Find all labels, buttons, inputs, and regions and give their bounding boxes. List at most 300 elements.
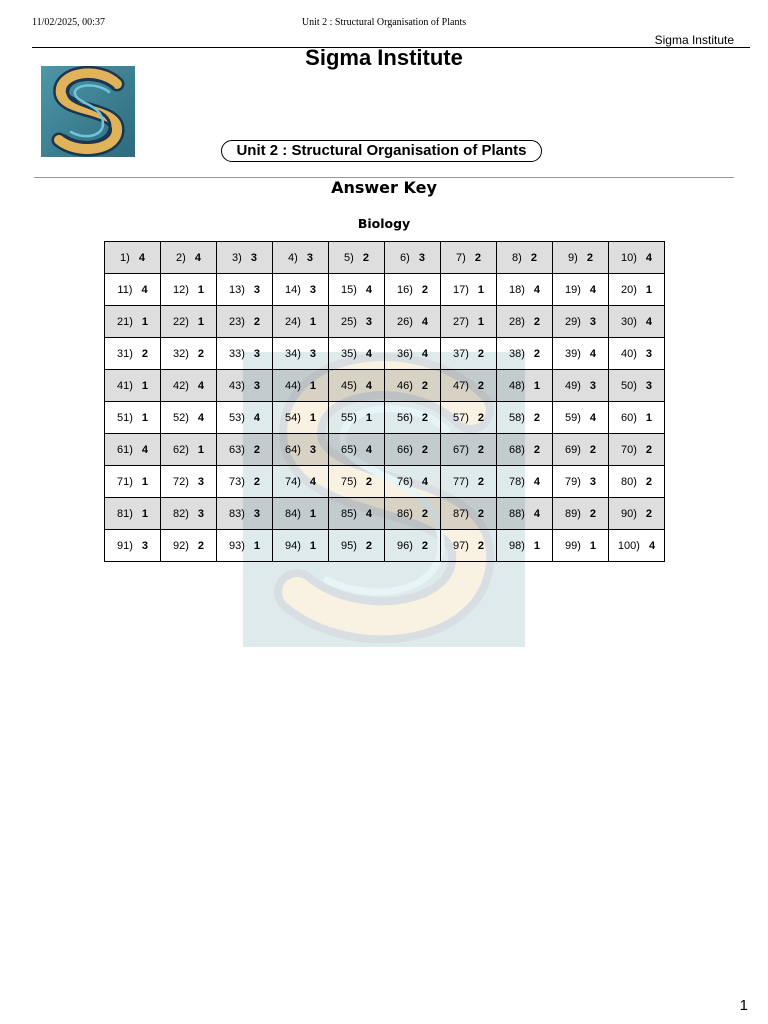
question-number: 80) xyxy=(620,475,637,488)
table-row xyxy=(105,370,665,402)
answer-option: 1 xyxy=(309,315,317,328)
question-number: 81) xyxy=(116,507,133,520)
answer-option: 4 xyxy=(365,507,373,520)
answer-cell xyxy=(609,434,665,466)
answer-cell xyxy=(217,306,273,338)
answer-cell xyxy=(273,530,329,562)
question-number: 58) xyxy=(508,411,525,424)
question-number: 5) xyxy=(344,251,354,264)
question-number: 71) xyxy=(116,475,133,488)
answer-option: 3 xyxy=(253,507,261,520)
answer-option: 3 xyxy=(645,347,653,360)
question-number: 91) xyxy=(116,539,133,552)
answer-cell xyxy=(217,242,273,274)
question-number: 28) xyxy=(508,315,525,328)
question-number: 42) xyxy=(172,379,189,392)
question-number: 83) xyxy=(228,507,245,520)
answer-cell xyxy=(161,466,217,498)
question-number: 84) xyxy=(284,507,301,520)
answer-option: 1 xyxy=(645,411,653,424)
answer-cell xyxy=(553,530,609,562)
answer-cell xyxy=(385,370,441,402)
answer-cell xyxy=(217,466,273,498)
answer-cell xyxy=(609,466,665,498)
answer-option: 1 xyxy=(141,475,149,488)
answer-option: 2 xyxy=(253,315,261,328)
answer-option: 3 xyxy=(141,539,149,552)
answer-cell xyxy=(497,242,553,274)
question-number: 47) xyxy=(452,379,469,392)
answer-cell xyxy=(217,530,273,562)
answer-cell xyxy=(161,498,217,530)
answer-cell xyxy=(217,498,273,530)
answer-cell xyxy=(497,466,553,498)
answer-option: 3 xyxy=(365,315,373,328)
question-number: 67) xyxy=(452,443,469,456)
question-number: 30) xyxy=(620,315,637,328)
answer-cell xyxy=(497,402,553,434)
answer-key-table xyxy=(104,241,665,562)
answer-option: 1 xyxy=(533,379,541,392)
answer-cell xyxy=(161,274,217,306)
answer-option: 2 xyxy=(586,251,593,264)
answer-option: 2 xyxy=(197,347,205,360)
answer-cell xyxy=(329,498,385,530)
answer-cell xyxy=(273,370,329,402)
question-number: 27) xyxy=(452,315,469,328)
answer-option: 2 xyxy=(421,283,429,296)
answer-option: 1 xyxy=(141,507,149,520)
answer-cell xyxy=(553,434,609,466)
answer-option: 4 xyxy=(138,251,145,264)
answer-option: 4 xyxy=(365,283,373,296)
answer-cell xyxy=(497,370,553,402)
question-number: 56) xyxy=(396,411,413,424)
question-number: 77) xyxy=(452,475,469,488)
answer-cell xyxy=(273,306,329,338)
answer-cell xyxy=(273,498,329,530)
table-row xyxy=(105,530,665,562)
question-number: 65) xyxy=(340,443,357,456)
print-datetime: 11/02/2025, 00:37 xyxy=(32,17,105,28)
question-number: 1) xyxy=(120,251,130,264)
question-number: 38) xyxy=(508,347,525,360)
answer-option: 4 xyxy=(141,283,148,296)
question-number: 44) xyxy=(284,379,301,392)
question-number: 66) xyxy=(396,443,413,456)
answer-option: 3 xyxy=(253,283,261,296)
answer-option: 1 xyxy=(645,283,653,296)
answer-cell xyxy=(329,434,385,466)
question-number: 61) xyxy=(116,443,133,456)
question-number: 13) xyxy=(228,283,245,296)
answer-cell xyxy=(161,306,217,338)
answer-cell xyxy=(497,498,553,530)
answer-cell xyxy=(385,434,441,466)
question-number: 87) xyxy=(452,507,469,520)
answer-cell xyxy=(105,498,161,530)
question-number: 4) xyxy=(288,251,298,264)
answer-cell xyxy=(385,498,441,530)
answer-cell xyxy=(329,530,385,562)
answer-cell xyxy=(385,466,441,498)
answer-option: 4 xyxy=(589,411,597,424)
question-number: 6) xyxy=(400,251,410,264)
question-number: 50) xyxy=(620,379,637,392)
answer-option: 3 xyxy=(253,347,261,360)
answer-option: 1 xyxy=(309,379,317,392)
question-number: 29) xyxy=(564,315,581,328)
table-row xyxy=(105,434,665,466)
answer-option: 2 xyxy=(533,347,541,360)
answer-option: 1 xyxy=(253,539,261,552)
table-row xyxy=(105,338,665,370)
question-number: 23) xyxy=(228,315,245,328)
answer-option: 4 xyxy=(645,251,653,264)
answer-option: 2 xyxy=(645,475,653,488)
answer-cell xyxy=(385,530,441,562)
answer-option: 2 xyxy=(421,539,429,552)
table-row xyxy=(105,274,665,306)
question-number: 40) xyxy=(620,347,637,360)
unit-title-badge: Unit 2 : Structural Organisation of Plants xyxy=(221,140,542,162)
answer-cell xyxy=(385,338,441,370)
question-number: 15) xyxy=(340,283,357,296)
answer-option: 2 xyxy=(253,475,261,488)
answer-cell xyxy=(329,466,385,498)
question-number: 55) xyxy=(340,411,357,424)
question-number: 18) xyxy=(508,283,525,296)
answer-cell xyxy=(161,402,217,434)
sigma-logo xyxy=(41,66,135,157)
answer-key-heading: Answer Key xyxy=(331,178,437,197)
question-number: 64) xyxy=(284,443,301,456)
question-number: 86) xyxy=(396,507,413,520)
answer-cell xyxy=(105,306,161,338)
answer-option: 1 xyxy=(141,379,149,392)
answer-option: 3 xyxy=(309,347,317,360)
answer-cell xyxy=(441,274,497,306)
question-number: 73) xyxy=(228,475,245,488)
question-number: 12) xyxy=(172,283,189,296)
answer-cell xyxy=(385,242,441,274)
question-number: 14) xyxy=(284,283,301,296)
answer-cell xyxy=(329,306,385,338)
answer-option: 2 xyxy=(141,347,149,360)
question-number: 97) xyxy=(452,539,469,552)
answer-option: 4 xyxy=(194,251,201,264)
answer-option: 2 xyxy=(421,507,429,520)
answer-cell xyxy=(441,498,497,530)
answer-option: 2 xyxy=(530,251,537,264)
answer-option: 4 xyxy=(141,443,149,456)
answer-option: 3 xyxy=(418,251,425,264)
answer-cell xyxy=(553,466,609,498)
answer-option: 3 xyxy=(309,283,317,296)
answer-option: 2 xyxy=(421,411,429,424)
question-number: 33) xyxy=(228,347,245,360)
table-row xyxy=(105,242,665,274)
answer-option: 4 xyxy=(197,411,205,424)
answer-option: 4 xyxy=(533,283,541,296)
answer-option: 1 xyxy=(533,539,541,552)
answer-cell xyxy=(329,338,385,370)
question-number: 60) xyxy=(620,411,637,424)
answer-cell xyxy=(385,306,441,338)
answer-cell xyxy=(497,530,553,562)
answer-cell xyxy=(273,466,329,498)
question-number: 49) xyxy=(564,379,581,392)
answer-cell xyxy=(217,274,273,306)
answer-cell xyxy=(609,370,665,402)
answer-option: 2 xyxy=(477,411,485,424)
answer-cell xyxy=(441,402,497,434)
answer-cell xyxy=(497,434,553,466)
answer-option: 3 xyxy=(645,379,653,392)
answer-option: 3 xyxy=(197,475,205,488)
answer-option: 2 xyxy=(589,507,597,520)
answer-cell xyxy=(553,242,609,274)
answer-option: 2 xyxy=(365,475,373,488)
answer-option: 4 xyxy=(365,443,373,456)
answer-cell xyxy=(329,402,385,434)
answer-option: 2 xyxy=(477,379,485,392)
table-row xyxy=(105,306,665,338)
answer-option: 2 xyxy=(533,443,541,456)
question-number: 26) xyxy=(396,315,413,328)
question-number: 39) xyxy=(564,347,581,360)
question-number: 92) xyxy=(172,539,189,552)
answer-cell xyxy=(217,402,273,434)
answer-cell xyxy=(497,306,553,338)
answer-option: 2 xyxy=(533,315,541,328)
answer-option: 4 xyxy=(421,315,429,328)
question-number: 93) xyxy=(228,539,245,552)
answer-cell xyxy=(441,530,497,562)
answer-option: 4 xyxy=(309,475,317,488)
print-doc-title: Unit 2 : Structural Organisation of Plants xyxy=(301,17,467,28)
question-number: 9) xyxy=(568,251,578,264)
answer-cell xyxy=(385,402,441,434)
answer-cell xyxy=(609,530,665,562)
question-number: 25) xyxy=(340,315,357,328)
question-number: 54) xyxy=(284,411,301,424)
answer-option: 4 xyxy=(365,347,373,360)
answer-option: 3 xyxy=(253,379,261,392)
page-number: 1 xyxy=(739,997,748,1014)
question-number: 89) xyxy=(564,507,581,520)
question-number: 96) xyxy=(396,539,413,552)
answer-option: 4 xyxy=(533,475,541,488)
question-number: 88) xyxy=(508,507,525,520)
answer-cell xyxy=(609,402,665,434)
question-number: 76) xyxy=(396,475,413,488)
question-number: 100) xyxy=(617,539,640,552)
answer-option: 4 xyxy=(589,347,597,360)
question-number: 69) xyxy=(564,443,581,456)
answer-option: 3 xyxy=(589,315,597,328)
question-number: 31) xyxy=(116,347,133,360)
question-number: 63) xyxy=(228,443,245,456)
answer-option: 2 xyxy=(362,251,369,264)
answer-cell xyxy=(273,434,329,466)
answer-cell xyxy=(497,274,553,306)
answer-cell xyxy=(553,274,609,306)
question-number: 95) xyxy=(340,539,357,552)
answer-cell xyxy=(105,402,161,434)
answer-cell xyxy=(217,338,273,370)
answer-option: 3 xyxy=(589,475,597,488)
question-number: 19) xyxy=(564,283,581,296)
answer-option: 4 xyxy=(533,507,541,520)
question-number: 22) xyxy=(172,315,189,328)
answer-option: 4 xyxy=(421,347,429,360)
answer-cell xyxy=(161,530,217,562)
question-number: 45) xyxy=(340,379,357,392)
answer-cell xyxy=(329,370,385,402)
question-number: 75) xyxy=(340,475,357,488)
answer-cell xyxy=(609,498,665,530)
answer-cell xyxy=(161,242,217,274)
answer-option: 1 xyxy=(477,283,485,296)
header-institute-name: Sigma Institute xyxy=(654,33,734,47)
question-number: 74) xyxy=(284,475,301,488)
answer-option: 4 xyxy=(421,475,429,488)
question-number: 2) xyxy=(176,251,186,264)
question-number: 8) xyxy=(512,251,522,264)
question-number: 3) xyxy=(232,251,242,264)
answer-option: 2 xyxy=(645,507,653,520)
answer-cell xyxy=(609,274,665,306)
answer-cell xyxy=(273,338,329,370)
institute-title: Sigma Institute xyxy=(305,45,463,70)
question-number: 37) xyxy=(452,347,469,360)
answer-cell xyxy=(105,338,161,370)
answer-option: 2 xyxy=(365,539,373,552)
answer-option: 2 xyxy=(421,443,429,456)
answer-cell xyxy=(497,338,553,370)
question-number: 57) xyxy=(452,411,469,424)
answer-cell xyxy=(217,370,273,402)
answer-option: 4 xyxy=(645,315,653,328)
answer-cell xyxy=(329,242,385,274)
question-number: 94) xyxy=(284,539,301,552)
answer-option: 2 xyxy=(253,443,261,456)
answer-cell xyxy=(161,338,217,370)
answer-cell xyxy=(609,242,665,274)
question-number: 51) xyxy=(116,411,133,424)
question-number: 32) xyxy=(172,347,189,360)
answer-option: 2 xyxy=(421,379,429,392)
answer-cell xyxy=(105,242,161,274)
answer-option: 3 xyxy=(306,251,313,264)
answer-cell xyxy=(609,338,665,370)
question-number: 68) xyxy=(508,443,525,456)
question-number: 48) xyxy=(508,379,525,392)
answer-option: 2 xyxy=(533,411,541,424)
question-number: 43) xyxy=(228,379,245,392)
table-row xyxy=(105,498,665,530)
question-number: 99) xyxy=(564,539,581,552)
question-number: 7) xyxy=(456,251,466,264)
question-number: 35) xyxy=(340,347,357,360)
answer-option: 1 xyxy=(589,539,597,552)
answer-cell xyxy=(105,530,161,562)
answer-cell xyxy=(553,306,609,338)
answer-option: 3 xyxy=(589,379,597,392)
question-number: 46) xyxy=(396,379,413,392)
answer-cell xyxy=(105,274,161,306)
question-number: 21) xyxy=(116,315,133,328)
question-number: 85) xyxy=(340,507,357,520)
answer-cell xyxy=(441,434,497,466)
answer-cell xyxy=(553,498,609,530)
answer-cell xyxy=(441,466,497,498)
answer-option: 1 xyxy=(309,507,317,520)
answer-option: 1 xyxy=(141,315,149,328)
answer-option: 4 xyxy=(197,379,205,392)
answer-option: 2 xyxy=(477,475,485,488)
answer-option: 2 xyxy=(197,539,205,552)
question-number: 11) xyxy=(117,283,133,296)
question-number: 16) xyxy=(396,283,413,296)
answer-cell xyxy=(553,338,609,370)
question-number: 24) xyxy=(284,315,301,328)
question-number: 36) xyxy=(396,347,413,360)
answer-option: 4 xyxy=(365,379,373,392)
question-number: 90) xyxy=(620,507,637,520)
answer-cell xyxy=(329,274,385,306)
question-number: 53) xyxy=(228,411,245,424)
question-number: 70) xyxy=(620,443,637,456)
answer-option: 1 xyxy=(477,315,485,328)
question-number: 98) xyxy=(508,539,525,552)
answer-option: 2 xyxy=(477,347,485,360)
answer-cell xyxy=(105,466,161,498)
answer-option: 4 xyxy=(648,539,656,552)
answer-option: 2 xyxy=(589,443,597,456)
table-row xyxy=(105,402,665,434)
answer-cell xyxy=(553,370,609,402)
answer-cell xyxy=(553,402,609,434)
question-number: 78) xyxy=(508,475,525,488)
question-number: 20) xyxy=(620,283,637,296)
answer-option: 2 xyxy=(477,539,485,552)
answer-option: 4 xyxy=(253,411,261,424)
answer-option: 2 xyxy=(474,251,481,264)
table-row xyxy=(105,466,665,498)
answer-option: 1 xyxy=(197,283,205,296)
question-number: 52) xyxy=(172,411,189,424)
question-number: 59) xyxy=(564,411,581,424)
answer-cell xyxy=(161,434,217,466)
answer-option: 1 xyxy=(197,443,205,456)
answer-option: 3 xyxy=(197,507,205,520)
question-number: 34) xyxy=(284,347,301,360)
question-number: 62) xyxy=(172,443,189,456)
answer-option: 1 xyxy=(141,411,149,424)
answer-cell xyxy=(609,306,665,338)
answer-cell xyxy=(105,370,161,402)
question-number: 82) xyxy=(172,507,189,520)
question-number: 72) xyxy=(172,475,189,488)
answer-option: 2 xyxy=(645,443,653,456)
answer-option: 1 xyxy=(197,315,205,328)
answer-cell xyxy=(105,434,161,466)
answer-cell xyxy=(441,370,497,402)
subject-heading: Biology xyxy=(357,216,411,231)
answer-cell xyxy=(385,274,441,306)
